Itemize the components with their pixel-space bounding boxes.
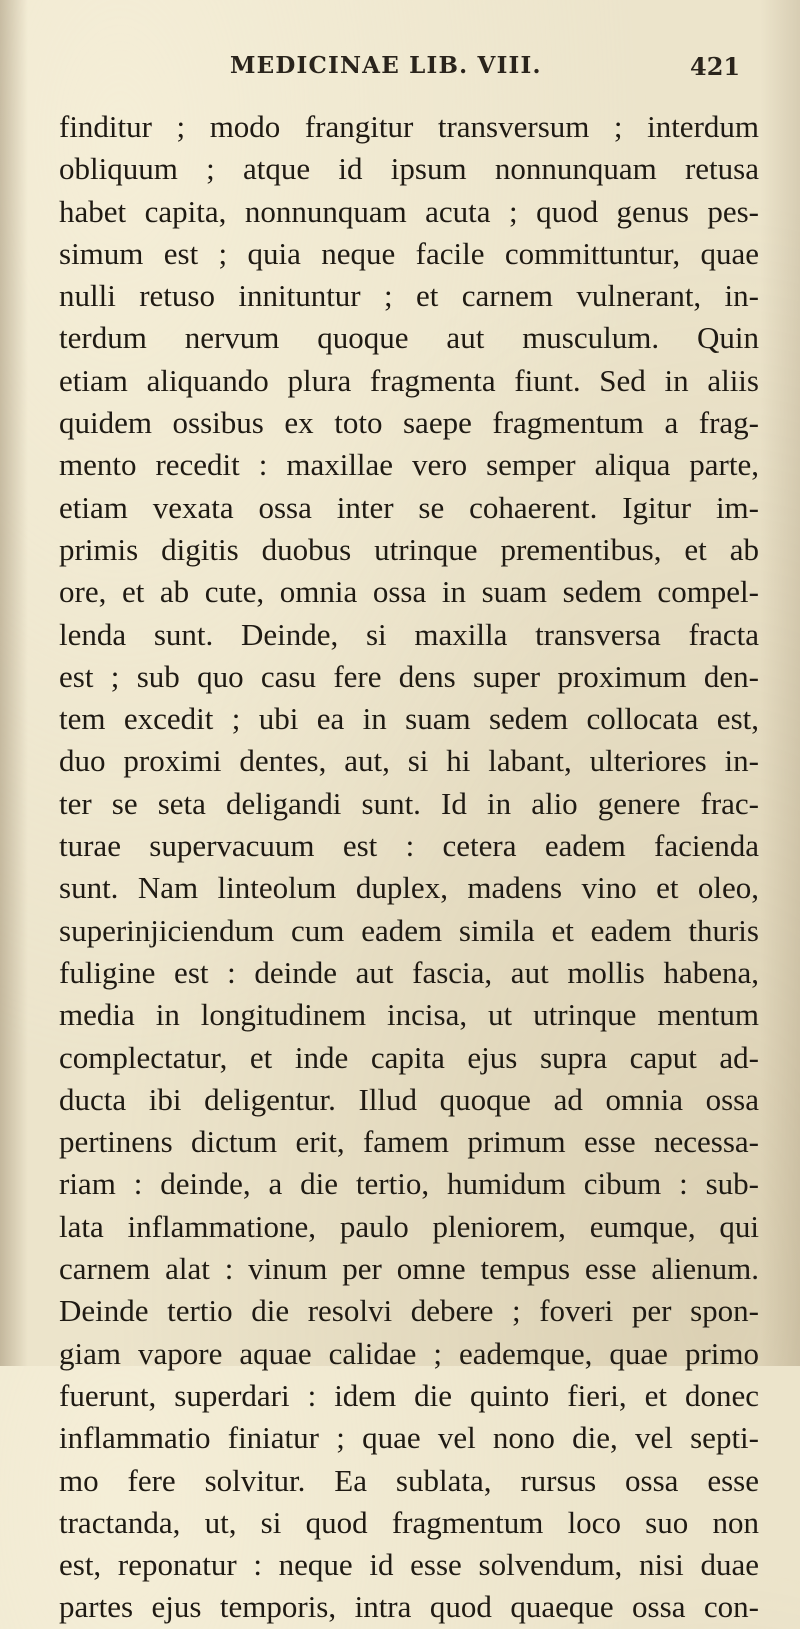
text-line: tractanda, ut, si quod fragmentum loco suo non xyxy=(59,1504,759,1540)
text-line: est, reponatur : neque id esse solvendum, nisi duae xyxy=(59,1547,759,1583)
text-line: pertinens dictum erit, famem primum esse necessa- xyxy=(59,1124,759,1160)
text-line: media in longitudinem incisa, ut utrinque mentum xyxy=(59,997,759,1033)
text-line: lata inflammatione, paulo pleniorem, eumque, qui xyxy=(59,1208,759,1244)
text-line: turae supervacuum est : cetera eadem facienda xyxy=(59,828,759,864)
page-header xyxy=(0,52,800,92)
text-line: partes ejus temporis, intra quod quaeque ossa con- xyxy=(59,1589,759,1625)
text-line: lenda sunt. Deinde, si maxilla transversa fracta xyxy=(59,616,759,652)
text-line: riam : deinde, a die tertio, humidum cibum : sub- xyxy=(59,1166,759,1202)
text-line: etiam vexata ossa inter se cohaerent. Igitur im- xyxy=(59,489,759,525)
text-line: etiam aliquando plura fragmenta fiunt. Sed in aliis xyxy=(59,362,759,398)
text-line: mento recedit : maxillae vero semper aliqua parte, xyxy=(59,447,759,483)
text-line: duo proximi dentes, aut, si hi labant, ulteriores in- xyxy=(59,743,759,779)
text-line: superinjiciendum cum eadem simila et eadem thuris xyxy=(59,912,759,948)
text-line: tem excedit ; ubi ea in suam sedem collocata est, xyxy=(59,701,759,737)
running-title: MEDICINAE LIB. VIII. xyxy=(230,52,542,79)
text-line: simum est ; quia neque facile committuntur, quae xyxy=(59,235,759,271)
text-line: giam vapore aquae calidae ; eademque, quae primo xyxy=(59,1335,759,1371)
text-line: mo fere solvitur. Ea sublata, rursus ossa esse xyxy=(59,1462,759,1498)
text-line: primis digitis duobus utrinque prementibus, et ab xyxy=(59,531,759,567)
text-line: ter se seta deligandi sunt. Id in alio genere frac- xyxy=(59,785,759,821)
text-line: fuligine est : deinde aut fascia, aut mollis habena, xyxy=(59,954,759,990)
text-line: quidem ossibus ex toto saepe fragmentum a frag- xyxy=(59,405,759,441)
text-line: Deinde tertio die resolvi debere ; foveri per spon- xyxy=(59,1293,759,1329)
text-line: inflammatio finiatur ; quae vel nono die, vel septi- xyxy=(59,1420,759,1456)
text-line: nulli retuso innituntur ; et carnem vulnerant, in- xyxy=(59,278,759,314)
page-number: 421 xyxy=(690,52,741,81)
text-line: fuerunt, superdari : idem die quinto fieri, et donec xyxy=(59,1377,759,1413)
text-line: carnem alat : vinum per omne tempus esse alienum. xyxy=(59,1251,759,1287)
text-line: complectatur, et inde capita ejus supra caput ad- xyxy=(59,1039,759,1075)
text-line: ducta ibi deligentur. Illud quoque ad omnia ossa xyxy=(59,1081,759,1117)
text-line: sunt. Nam linteolum duplex, madens vino et oleo, xyxy=(59,870,759,906)
text-line: habet capita, nonnunquam acuta ; quod genus pes- xyxy=(59,193,759,229)
text-line: ore, et ab cute, omnia ossa in suam sedem compel- xyxy=(59,574,759,610)
text-line: est ; sub quo casu fere dens super proximum den- xyxy=(59,658,759,694)
text-line: obliquum ; atque id ipsum nonnunquam retusa xyxy=(59,151,759,187)
page-edge-shadow xyxy=(0,0,28,1366)
text-line: finditur ; modo frangitur transversum ; interdum xyxy=(59,109,759,144)
text-line: terdum nervum quoque aut musculum. Quin xyxy=(59,320,759,356)
body-text xyxy=(59,106,759,1629)
page-edge-shade xyxy=(760,0,800,1366)
